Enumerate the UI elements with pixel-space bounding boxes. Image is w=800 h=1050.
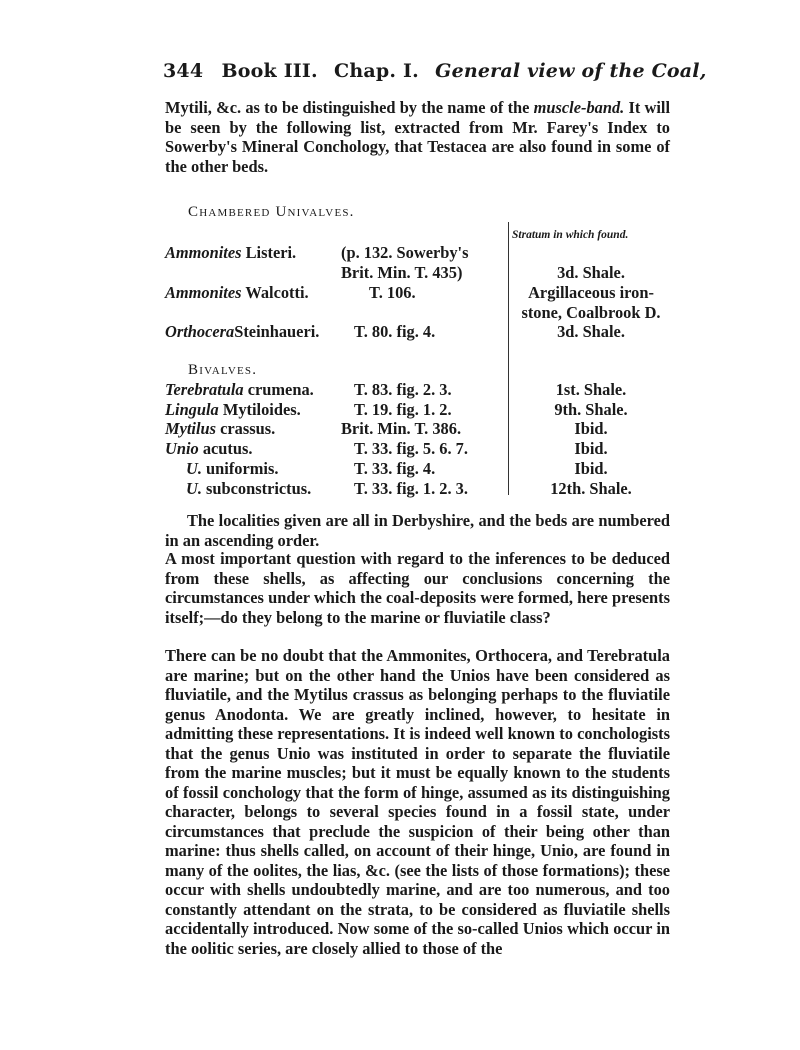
table-row-reference: T. 33. fig. 1. 2. 3. bbox=[354, 479, 468, 498]
table-row-stratum: 12th. Shale. bbox=[550, 479, 632, 498]
table-row-reference: T. 106. bbox=[369, 283, 416, 302]
table-row-stratum: 1st. Shale. bbox=[555, 380, 627, 399]
running-header bbox=[163, 60, 707, 82]
table-row-reference: T. 19. fig. 1. 2. bbox=[354, 400, 452, 419]
table-row-reference: T. 33. fig. 5. 6. 7. bbox=[354, 439, 468, 458]
section-heading-univalves: Chambered Univalves. bbox=[188, 204, 355, 220]
paragraph-intro bbox=[165, 98, 670, 176]
table-row-genus: OrthoceraSteinhaueri. bbox=[165, 322, 320, 341]
table-row-stratum: Ibid. bbox=[574, 459, 608, 478]
paragraph-intro-text-a: Mytili, &c. as to be distinguished by the name of the bbox=[165, 98, 534, 117]
table-row-stratum: 3d. Shale. bbox=[557, 322, 625, 341]
chapter-label: Chap. I. bbox=[334, 60, 419, 82]
table-row-genus: Lingula Mytiloides. bbox=[165, 400, 301, 419]
paragraph-question: A most important question with regard to the inferences to be deduced from these shells, as affecting our conclusions concerning the circumstances under which the coal-deposits were formed, here presents itself;—do they belong to the marine or fluviatile class? bbox=[165, 549, 670, 627]
table-column-divider bbox=[508, 222, 509, 495]
running-title: General view of the Coal, bbox=[435, 60, 707, 82]
table-row-reference: T. 83. fig. 2. 3. bbox=[354, 380, 452, 399]
section-heading-bivalves: Bivalves. bbox=[188, 362, 258, 378]
paragraph-discussion: There can be no doubt that the Ammonites, Orthocera, and Terebratula are marine; but on the other hand the Unios have been considered as fluviatile, and the Mytilus crassus as belonging perhaps to the fluviatile genus Anodonta. We are greatly inclined, however, to hesitate in admitting these representations. It is indeed well known to conchologists that the genus Unio was instituted in order to separate the fluviatile from the marine muscles; but it must be equally known to the students of fossil conchology that the form of hinge, assumed as its distinguishing character, belongs to several species found in a fossil state, under circumstances that preclude the suspicion of their being other than marine: thus shells called, on account of their hinge, Unio, are found in many of the oolites, the lias, &c. (see the lists of those formations); these occur with shells undoubtedly marine, and are too numerous, and too constantly attendant on the strata, to be considered as fluviatile shells accidentally introduced. Now some of the so-called Unios which occur in the oolitic series, are closely allied to those of the bbox=[165, 646, 670, 958]
table-row-stratum: Ibid. bbox=[574, 439, 608, 458]
table-row-stratum: Argillaceous iron- bbox=[528, 283, 654, 302]
table-row-reference: (p. 132. Sowerby's bbox=[341, 243, 469, 262]
table-row-genus: Ammonites Walcotti. bbox=[165, 283, 309, 302]
table-row-genus: Mytilus crassus. bbox=[165, 419, 276, 438]
book-label: Book III. bbox=[221, 60, 318, 82]
table-row-stratum: 9th. Shale. bbox=[554, 400, 628, 419]
table-row-genus: Ammonites Listeri. bbox=[165, 243, 297, 262]
table-row-reference: T. 33. fig. 4. bbox=[354, 459, 436, 478]
table-row-genus: Terebratula crumena. bbox=[165, 380, 314, 399]
table-row-genus: U. subconstrictus. bbox=[186, 479, 312, 498]
table-row-reference-cont: Brit. Min. T. 435) bbox=[341, 263, 463, 282]
table-row-stratum: 3d. Shale. bbox=[557, 263, 625, 282]
table-row-stratum: Ibid. bbox=[574, 419, 608, 438]
page-number: 344 bbox=[163, 60, 204, 82]
table-row-stratum-cont: stone, Coalbrook D. bbox=[521, 303, 661, 322]
table-row-genus: U. uniformis. bbox=[186, 459, 279, 478]
stratum-column-heading: Stratum in which found. bbox=[512, 229, 629, 241]
table-row-genus: Unio acutus. bbox=[165, 439, 253, 458]
paragraph-intro-italic: muscle-band. bbox=[533, 98, 625, 117]
paragraph-localities: The localities given are all in Derbyshire, and the beds are numbered in an ascending order. bbox=[165, 511, 670, 550]
table-row-reference: T. 80. fig. 4. bbox=[354, 322, 436, 341]
paragraph-intro-text-b: It will be seen by the following list, extracted from Mr. Farey's Index to Sowerby's Mineral Conchology, that Testacea are also found in some of the other beds. bbox=[165, 98, 670, 176]
table-row-reference: Brit. Min. T. 386. bbox=[341, 419, 462, 438]
